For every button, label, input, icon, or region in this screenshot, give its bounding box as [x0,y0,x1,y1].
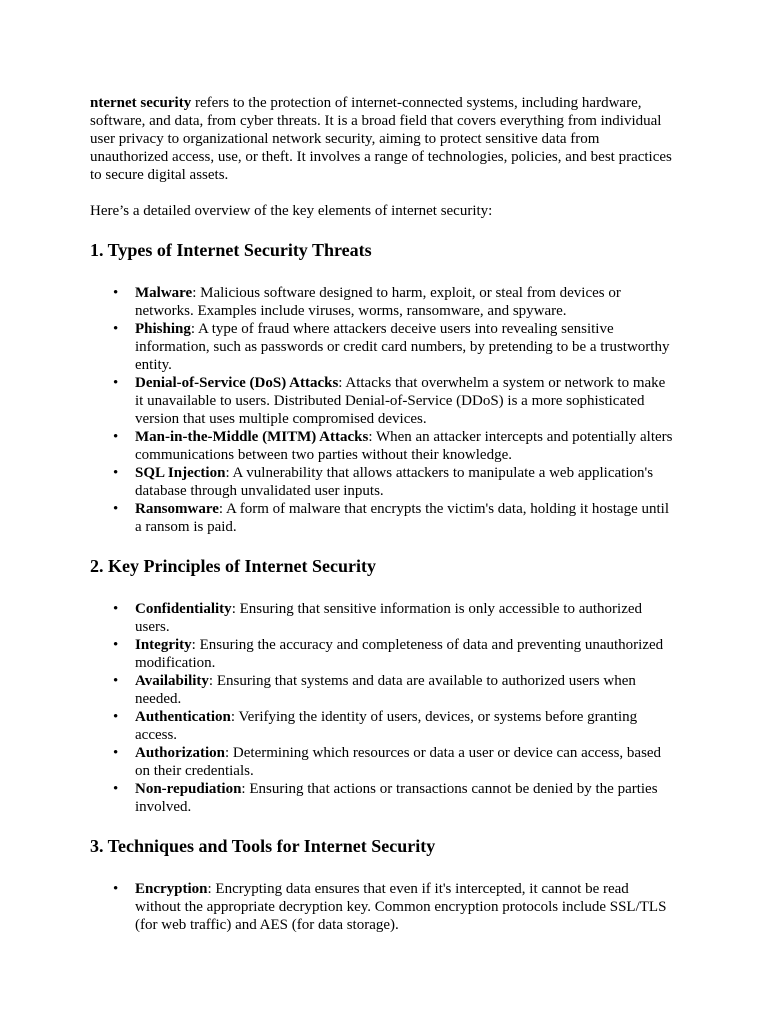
item-text: : Ensuring that systems and data are available to authorized users when [208,673,636,689]
list-item [90,880,690,934]
list-item [90,500,690,536]
item-text: : Ensuring the accuracy and completeness of data and preventing unauthorized [191,637,664,653]
item-term: Non-repudiation [135,781,242,797]
item-text: version that uses multiple compromised devices. [135,411,427,427]
list-item [90,464,690,500]
item-text: entity. [135,357,172,373]
item-text: : A type of fraud where attackers deceive users into revealing sensitive [190,321,614,337]
bullet-icon: • [113,429,119,445]
item-text: modification. [135,655,216,671]
bullet-icon: • [113,375,119,391]
bullet-icon: • [113,285,119,301]
item-term: Malware [135,285,193,301]
bullet-icon: • [113,601,119,617]
list-item [90,708,690,744]
item-text: networks. Examples include viruses, worms, ransomware, and spyware. [135,303,567,319]
item-text: a ransom is paid. [135,519,237,535]
list-item [90,284,690,320]
principles-list [90,600,690,816]
item-term: Authorization [135,745,225,761]
item-text: it unavailable to users. Distributed Denial-of-Service (DDoS) is a more sophisticated [135,393,645,409]
item-text: without the appropriate decryption key. Common encryption protocols include SSL/TLS [135,899,667,915]
list-item [90,780,690,816]
item-text: : Attacks that overwhelm a system or network to make [338,375,666,391]
item-term: Integrity [135,637,192,653]
list-item [90,374,690,428]
list-item [90,672,690,708]
item-term: Ransomware [135,501,219,517]
bullet-icon: • [113,637,119,653]
item-text: : When an attacker intercepts and potentially alters [368,429,673,445]
item-text: involved. [135,799,192,815]
intro-line: software, and data, from cyber threats. It is a broad field that covers everything from individual [90,113,662,129]
item-term: Denial-of-Service (DoS) Attacks [135,375,339,391]
item-term: Availability [135,673,209,689]
intro-lead-term: nternet security [90,95,192,111]
intro-line: refers to the protection of internet-connected systems, including hardware, [191,95,642,111]
item-text: : Encrypting data ensures that even if it's intercepted, it cannot be read [207,881,629,897]
bullet-icon: • [113,501,119,517]
list-item [90,636,690,672]
list-item [90,428,690,464]
threats-list [90,284,690,536]
item-text: (for web traffic) and AES (for data storage). [135,917,399,933]
list-item [90,600,690,636]
item-text: : Ensuring that actions or transactions cannot be denied by the parties [241,781,658,797]
intro-line: user privacy to organizational network security, aiming to protect sensitive data from [90,131,600,147]
item-text: : A form of malware that encrypts the victim's data, holding it hostage until [218,501,670,517]
bullet-icon: • [113,709,119,725]
item-text: access. [135,727,178,743]
item-term: Phishing [135,321,191,337]
section-heading-techniques: 3. Techniques and Tools for Internet Security [90,836,436,856]
item-term: Encryption [135,881,208,897]
item-text: on their credentials. [135,763,254,779]
item-term: Authentication [135,709,231,725]
item-text: : A vulnerability that allows attackers to manipulate a web application's [225,465,654,481]
item-text: : Verifying the identity of users, devices, or systems before granting [230,709,638,725]
bullet-icon: • [113,781,119,797]
section-heading-principles: 2. Key Principles of Internet Security [90,556,376,576]
intro-line: to secure digital assets. [90,167,229,183]
item-text: database through unvalidated user inputs. [135,483,384,499]
document-body [90,94,690,934]
item-text: : Malicious software designed to harm, exploit, or steal from devices or [192,285,621,301]
item-term: SQL Injection [135,465,226,481]
intro-paragraph [90,94,690,184]
bullet-icon: • [113,673,119,689]
bullet-icon: • [113,465,119,481]
item-text: : Ensuring that sensitive information is only accessible to authorized [231,601,643,617]
section-heading-threats: 1. Types of Internet Security Threats [90,240,372,260]
item-text: communications between two parties without their knowledge. [135,447,512,463]
list-item [90,320,690,374]
overview-paragraph: Here’s a detailed overview of the key elements of internet security: [90,203,493,219]
bullet-icon: • [113,881,119,897]
item-term: Man-in-the-Middle (MITM) Attacks [135,429,369,445]
item-text: needed. [135,691,182,707]
item-text: : Determining which resources or data a user or device can access, based [225,745,662,761]
bullet-icon: • [113,745,119,761]
bullet-icon: • [113,321,119,337]
list-item [90,744,690,780]
item-text: information, such as passwords or credit card numbers, by pretending to be a trustworthy [135,339,670,355]
item-term: Confidentiality [135,601,232,617]
item-text: users. [135,619,170,635]
techniques-list [90,880,690,934]
intro-line: unauthorized access, use, or theft. It involves a range of technologies, policies, and best practices [90,149,672,165]
